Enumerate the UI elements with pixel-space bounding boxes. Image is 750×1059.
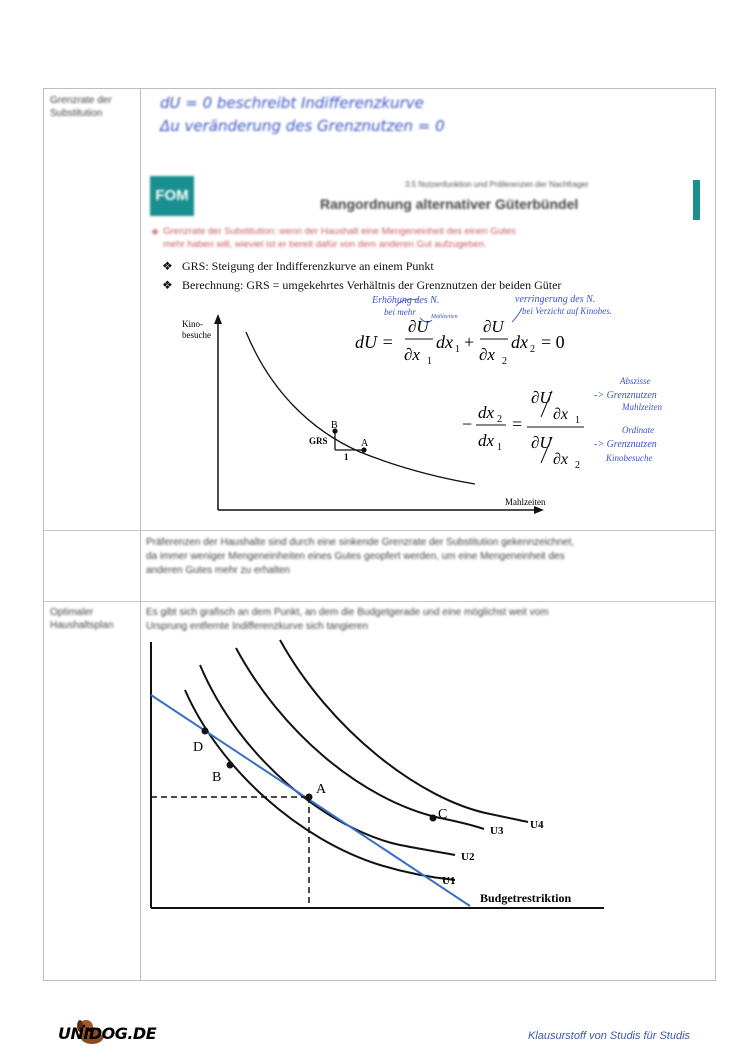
- svg-text:-> Grenznutzen: -> Grenznutzen: [594, 439, 657, 450]
- svg-text:∂x: ∂x: [553, 406, 569, 423]
- unidog-logo-text: UNIDOG.DE: [58, 1024, 157, 1043]
- curve-u3: [236, 648, 484, 829]
- y-axis-label-2: besuche: [182, 330, 211, 340]
- svg-text:∂U: ∂U: [408, 317, 429, 336]
- label-b: B: [331, 420, 338, 431]
- svg-text:verringerung des N.: verringerung des N.: [515, 294, 596, 305]
- svg-text:dU =: dU =: [355, 332, 394, 352]
- paragraph-line: anderen Gutes mehr zu erhalten: [146, 565, 290, 576]
- svg-text:-> Grenznutzen: -> Grenznutzen: [594, 390, 657, 401]
- slide-definition-line-1: Grenzrate der Substitution: wenn der Haushalt eine Mengeneinheit des einen Gutes: [163, 226, 516, 237]
- slide-subtitle: 3.5 Nutzenfunktion und Präferenzen der Nachfrager: [405, 180, 589, 189]
- svg-text:bei Verzicht auf Kinobes.: bei Verzicht auf Kinobes.: [522, 306, 612, 316]
- point-b: [227, 762, 234, 769]
- svg-text:bei mehr: bei mehr: [384, 307, 416, 317]
- diamond-bullet-icon: ❖: [162, 278, 173, 292]
- point-a: [306, 794, 313, 801]
- label-u3: U3: [490, 825, 504, 837]
- paragraph-line: Es gibt sich grafisch an dem Punkt, an dem die Budgetgerade und eine möglichst weit vom: [146, 607, 549, 618]
- svg-text:Abszisse: Abszisse: [620, 376, 651, 386]
- label-c: C: [438, 807, 448, 822]
- svg-text:2: 2: [530, 344, 535, 355]
- svg-text:−: −: [462, 414, 473, 434]
- bullet-text: GRS: Steigung der Indifferenzkurve an einem Punkt: [182, 259, 434, 273]
- fom-logo: FOM: [150, 176, 194, 216]
- label-u4: U4: [530, 819, 544, 831]
- row-label-grenzrate: Grenzrate der Substitution: [50, 95, 112, 119]
- svg-text:dx: dx: [478, 403, 495, 422]
- svg-text:1: 1: [575, 415, 580, 426]
- point-d: [202, 728, 209, 735]
- triangle-unit-label: 1: [344, 452, 349, 462]
- svg-text:dx: dx: [436, 332, 453, 352]
- svg-text:2: 2: [575, 460, 580, 471]
- svg-text:∂x: ∂x: [553, 451, 569, 468]
- label-u1: U1: [442, 875, 456, 887]
- label-u2: U2: [461, 851, 475, 863]
- svg-text:2: 2: [502, 356, 507, 367]
- handwritten-line-1: dU = 0 beschreibt Indifferenzkurve: [160, 94, 424, 112]
- svg-text:Mahlzeiten: Mahlzeiten: [431, 314, 458, 320]
- svg-text:∂x: ∂x: [404, 345, 420, 364]
- svg-text:dx: dx: [511, 332, 528, 352]
- svg-text:1: 1: [427, 356, 432, 367]
- svg-text:∂U: ∂U: [531, 388, 552, 407]
- x-axis-label: Mahlzeiten: [505, 497, 546, 507]
- row-label-haushaltsplan: Optimaler Haushaltsplan: [50, 607, 114, 631]
- point-c: [430, 815, 437, 822]
- bullet-text: Berechnung: GRS = umgekehrtes Verhältnis der Grenznutzen der beiden Güter: [182, 278, 562, 292]
- slide-definition-line-2: mehr haben will, wieviel ist er bereit dafür von dem anderen Gut aufzugeben.: [163, 239, 487, 250]
- label-a: A: [316, 782, 327, 797]
- svg-text:Erhöhung des N.: Erhöhung des N.: [372, 295, 440, 306]
- red-bullet-icon: ❖: [151, 227, 160, 237]
- svg-text:1: 1: [497, 442, 502, 453]
- label-a: A: [361, 438, 369, 449]
- paragraph-line: Ursprung entfernte Indifferenzkurve sich tangieren: [146, 621, 369, 632]
- svg-text:=: =: [512, 414, 523, 434]
- svg-text:∂x: ∂x: [479, 345, 495, 364]
- svg-text:1: 1: [455, 344, 460, 355]
- budget-line: [151, 695, 470, 906]
- svg-text:Kinobesuche: Kinobesuche: [606, 453, 653, 463]
- svg-text:Mahlzeiten: Mahlzeiten: [622, 402, 662, 412]
- paragraph-line: da immer weniger Mengeneinheiten eines Gutes geopfert werden, um eine Mengeneinheit des: [146, 551, 565, 562]
- svg-text:= 0: = 0: [541, 332, 565, 352]
- y-axis-label-1: Kino-: [182, 319, 203, 329]
- svg-text:∂U: ∂U: [531, 433, 552, 452]
- svg-text:Ordinate: Ordinate: [622, 425, 655, 435]
- label-d: D: [193, 740, 204, 755]
- paragraph-line: Präferenzen der Haushalte sind durch eine sinkende Grenzrate der Substitution gekennzeichnet,: [146, 537, 575, 548]
- svg-text:dx: dx: [478, 431, 495, 450]
- svg-text:+: +: [464, 332, 475, 352]
- footer-tagline: Klausurstoff von Studis für Studis: [528, 1030, 691, 1042]
- svg-text:2: 2: [497, 414, 502, 425]
- diamond-bullet-icon: ❖: [162, 259, 173, 273]
- slide-title: Rangordnung alternativer Güterbündel: [320, 196, 579, 212]
- label-b: B: [212, 770, 222, 785]
- budget-label: Budgetrestriktion: [480, 891, 572, 905]
- svg-text:∂U: ∂U: [483, 317, 504, 336]
- grs-label: GRS: [309, 436, 328, 446]
- handwritten-line-2: Δu veränderung des Grenznutzen = 0: [160, 117, 445, 135]
